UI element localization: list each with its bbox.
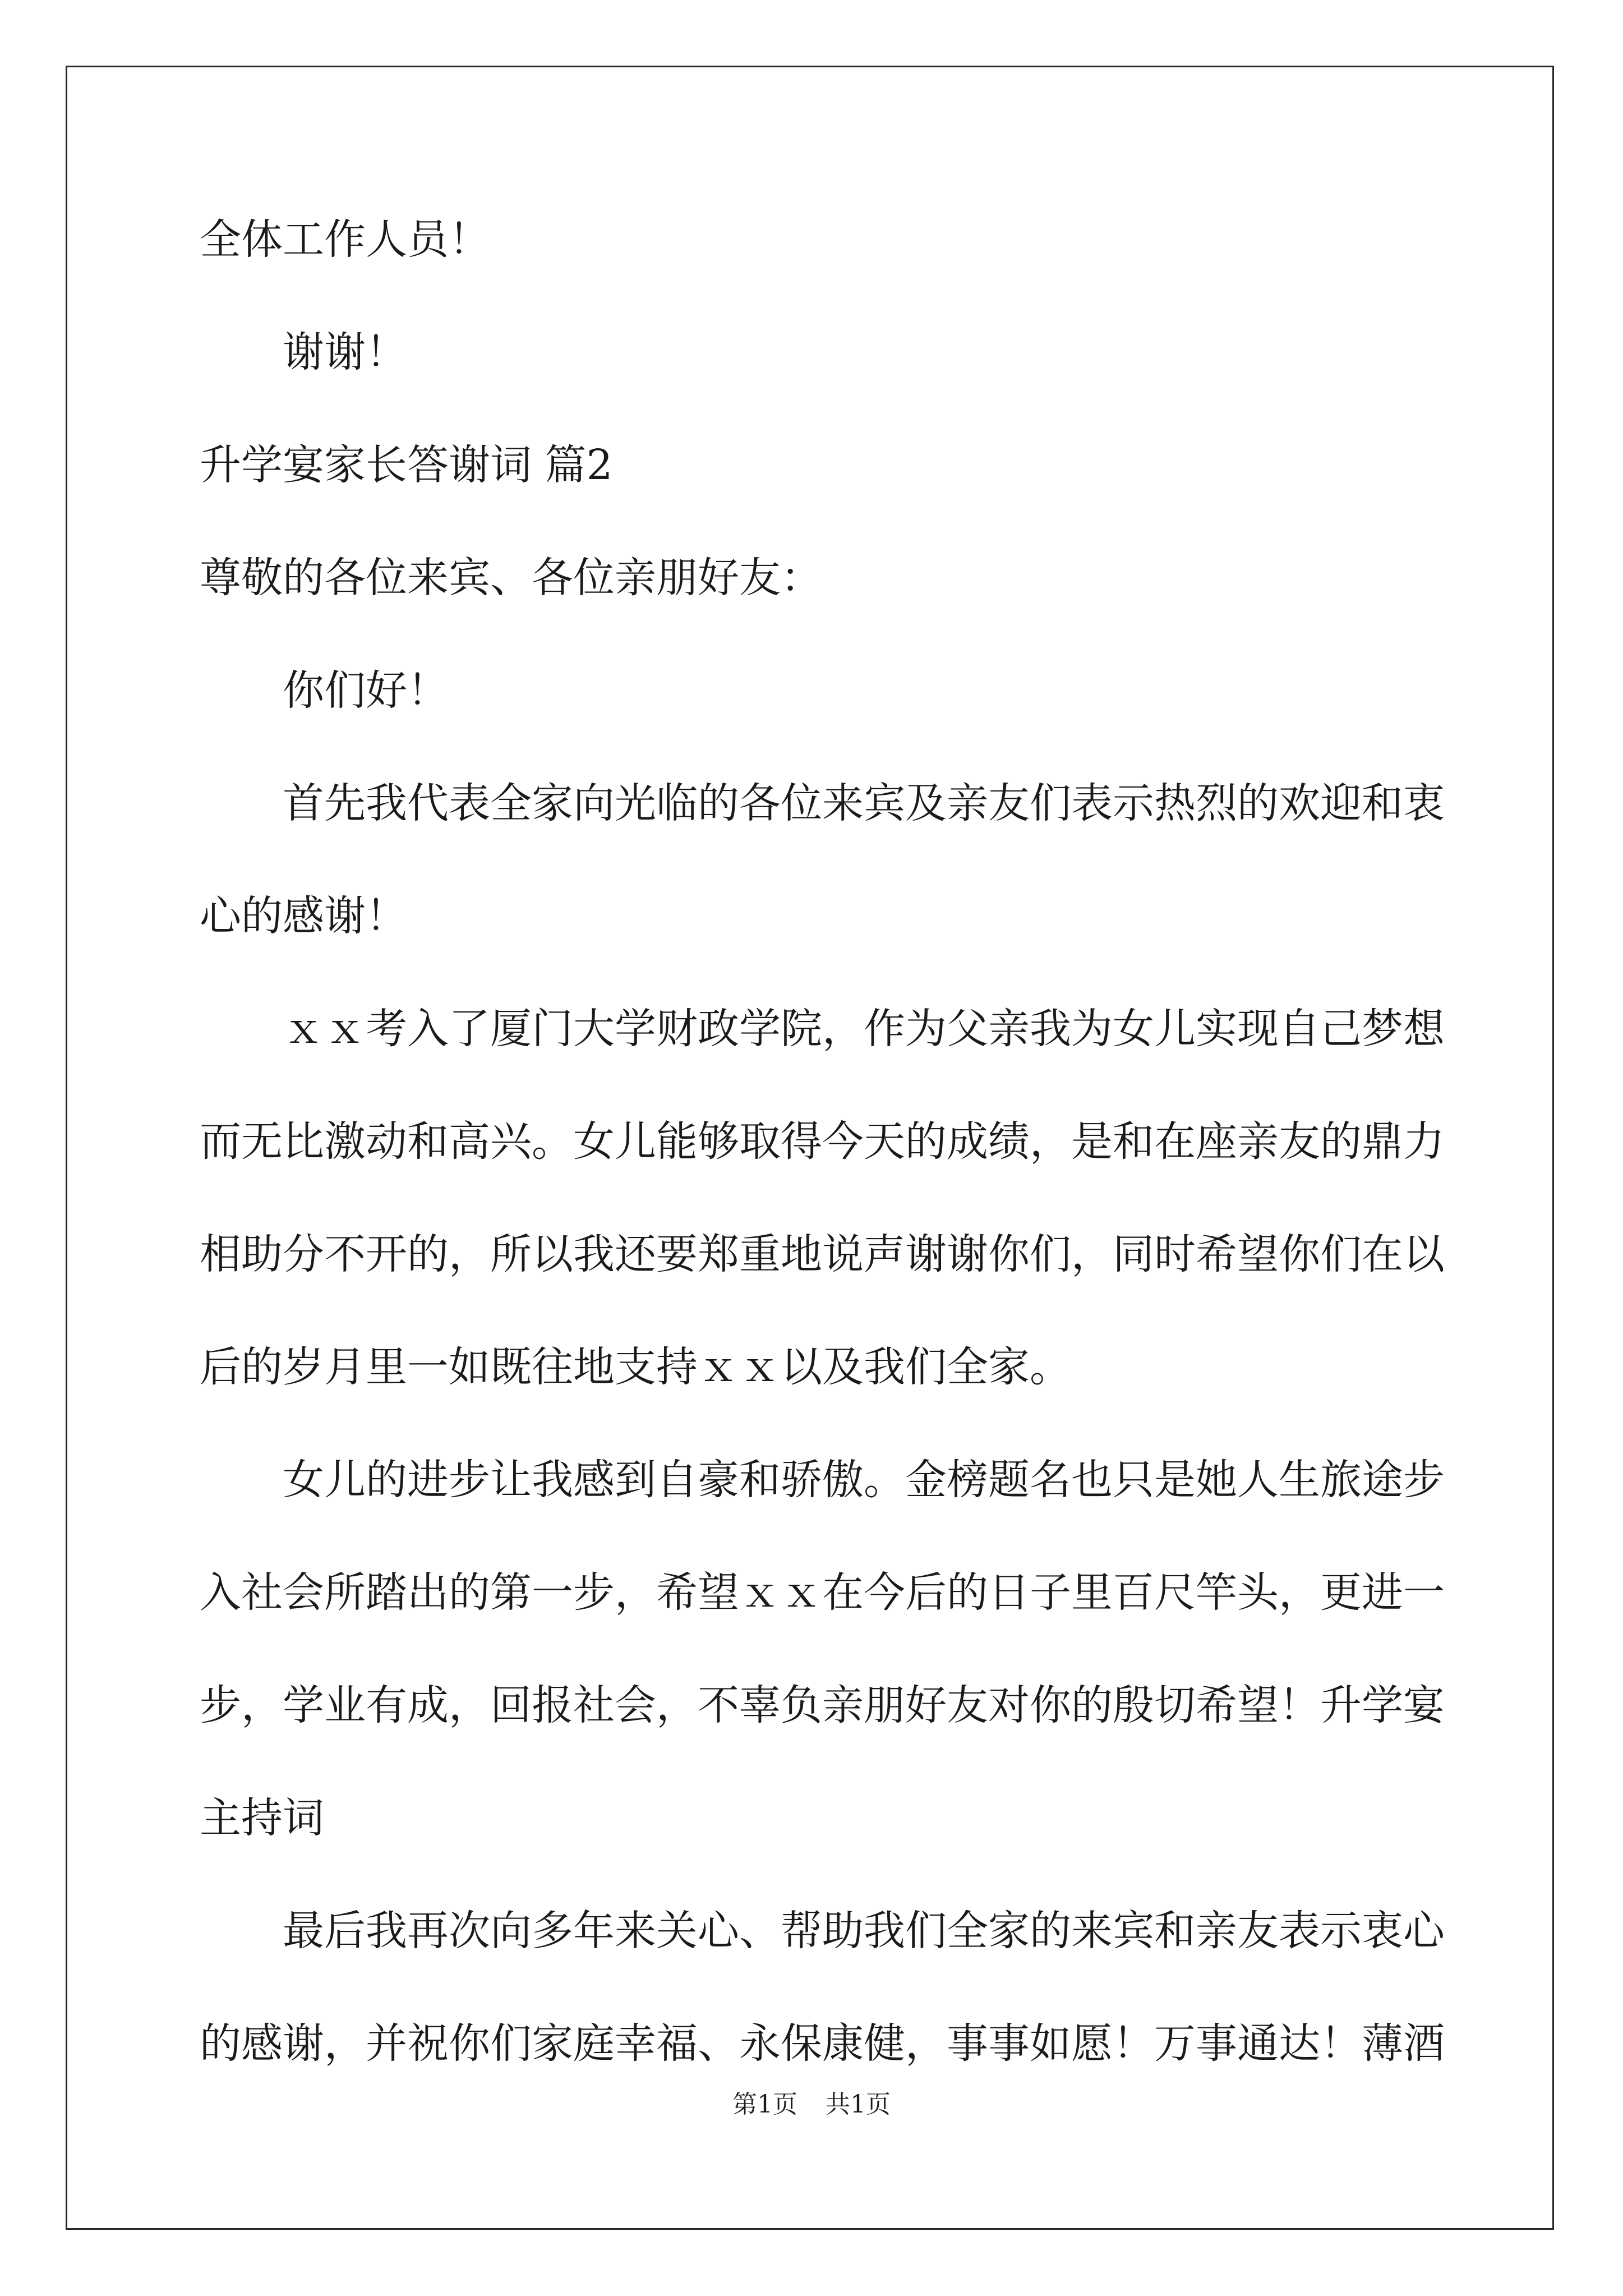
salutation: 尊敬的各位来宾、各位亲朋好友： xyxy=(200,554,822,602)
text-line: 女儿的进步让我感到自豪和骄傲。金榜题名也只是她人生旅途步 xyxy=(283,1456,1445,1504)
page-total: 共1页 xyxy=(826,2090,891,2119)
text-line: 而无比激动和高兴。女儿能够取得今天的成绩，是和在座亲友的鼎力 xyxy=(200,1117,1445,1166)
text-line: 你们好！ xyxy=(283,666,449,715)
text-line: 首先我代表全家向光临的各位来宾及亲友们表示热烈的欢迎和衷 xyxy=(283,779,1445,827)
text-line: 后的岁月里一如既往地支持ｘｘ以及我们全家。 xyxy=(200,1343,1071,1391)
text-line: 相助分不开的，所以我还要郑重地说声谢谢你们，同时希望你们在以 xyxy=(200,1230,1445,1278)
text-line: 主持词 xyxy=(200,1794,324,1842)
text-line: 全体工作人员！ xyxy=(200,215,490,264)
page-number: 第1页 xyxy=(732,2090,797,2119)
text-line: 心的感谢！ xyxy=(200,892,407,940)
text-line: 的感谢，并祝你们家庭幸福、永保康健，事事如愿！万事通达！薄酒 xyxy=(200,2019,1445,2068)
section-heading: 升学宴家长答谢词 篇2 xyxy=(200,441,613,489)
text-line: 谢谢！ xyxy=(283,328,407,376)
text-line: 最后我再次向多年来关心、帮助我们全家的来宾和亲友表示衷心 xyxy=(283,1907,1445,1955)
text-line: 入社会所踏出的第一步，希望ｘｘ在今后的日子里百尺竿头，更进一 xyxy=(200,1568,1445,1617)
page-footer xyxy=(0,2092,1623,2117)
text-line: ｘｘ考入了厦门大学财政学院，作为父亲我为女儿实现自己梦想 xyxy=(283,1005,1445,1053)
text-line: 步，学业有成，回报社会，不辜负亲朋好友对你的殷切希望！升学宴 xyxy=(200,1681,1445,1729)
